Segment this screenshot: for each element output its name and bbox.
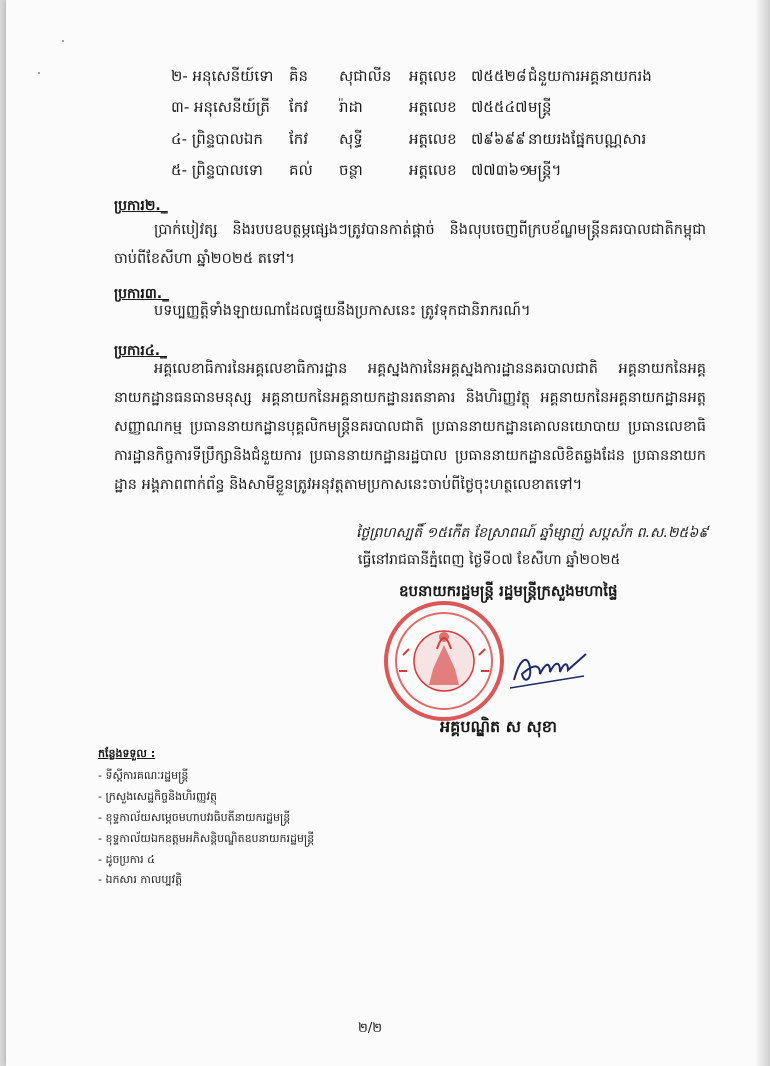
rank: ៥- ព្រិន្ទបាលទោ	[171, 161, 263, 179]
id-label: អត្តលេខ	[409, 161, 457, 179]
official-seal	[379, 597, 509, 725]
article-3-title: ប្រការ៣._	[114, 286, 170, 302]
document-page	[6, 0, 756, 1066]
id-number: ៧៩៦៩៩	[471, 130, 526, 148]
position: មន្ត្រី	[528, 98, 552, 116]
family-name: កែវ	[289, 130, 309, 148]
recipient-item: - ខុទ្ទកាល័យសម្តេចមហាបវរធិបតីនាយករដ្ឋមន្ត្រី	[98, 811, 291, 824]
lunar-date: ថ្ងៃព្រហស្បតិ៍ ១៥កើត ខែស្រាពណ៍ ឆ្នាំម្សាញ់ សប្តស័ក ព.ស.២៥៦៩	[356, 525, 709, 541]
signatory-title: ឧបនាយករដ្ឋមន្ត្រី រដ្ឋមន្ត្រីក្រសួងមហាផ្ទៃ	[399, 582, 618, 600]
id-number: ៧៥៥៤៧	[471, 98, 528, 116]
recipient-item: - ដូចប្រការ ៤	[98, 853, 155, 866]
article-2-body: ប្រាក់បៀវត្ស និងរបបឧបត្ថម្ភផ្សេងៗត្រូវបានកាត់ផ្តាច់ និងលុបចេញពីក្របខ័ណ្ឌមន្ត្រីនគរបាលជាតិកម្ពុជា ចាប់ពីខែសីហា ឆ្នាំ២០២៥ តទៅ។	[114, 222, 706, 267]
article-3-body: បទប្បញ្ញត្តិទាំងឡាយណាដែលផ្ទុយនឹងប្រកាសនេះ ត្រូវទុកជានិរាករណ៍។	[154, 303, 531, 319]
family-name: គល់	[289, 161, 313, 179]
family-name: គិន	[289, 67, 309, 85]
given-name: សុទ្ធី	[339, 130, 363, 148]
recipient-item: - ឯកសារ កាលប្បវត្តិ	[98, 873, 183, 886]
article-2-title: ប្រការ២._	[114, 198, 168, 214]
rank: ៣- អនុសេនីយ៍ត្រី	[171, 98, 270, 116]
handwritten-signature	[506, 640, 596, 700]
id-number: ៧៥៥២៨	[471, 67, 527, 85]
recipient-item: - ទីស្តីការគណៈរដ្ឋមន្ត្រី	[98, 769, 189, 782]
given-name: ចន្ថា	[339, 161, 363, 179]
recipients-title: កន្លែងទទួល :	[98, 747, 156, 760]
given-name: រ៉ាដា	[339, 98, 363, 116]
scan-edge	[756, 0, 770, 1066]
scan-speck	[62, 40, 64, 42]
id-label: អត្តលេខ	[409, 130, 457, 148]
family-name: កែវ	[289, 98, 309, 116]
id-label: អត្តលេខ	[409, 98, 457, 116]
position: មន្ត្រី។	[528, 161, 562, 179]
id-number: ៧៧៣៦១	[471, 161, 531, 179]
id-label: អត្តលេខ	[409, 67, 457, 85]
place-date: ធ្វើនៅរាជធានីភ្នំពេញ ថ្ងៃទី០៧ ខែសីហា ឆ្នាំ២០២៥	[358, 552, 621, 568]
article-4-body: អគ្គលេខាធិការនៃអគ្គលេខាធិការដ្ឋាន អគ្គស្នងការនៃអគ្គស្នងការដ្ឋាននគរបាលជាតិ អគ្គនាយកនៃអគ្គនាយកដ្ឋានធនធានមនុស្ស អគ្គនាយកនៃអគ្គនាយកដ្ឋានរតនាគារ និងហិរញ្ញវត្ថុ អគ្គនាយកនៃអគ្គនាយកដ្ឋានអត្តសញ្ញាណកម្ម ប្រធាននាយកដ្ឋានបុគ្គលិកមន្ត្រីនគរបាលជាតិ ប្រធាននាយកដ្ឋានគោលនយោបាយ ប្រធានលេខាធិការដ្ឋានកិច្ចការទីប្រឹក្សានិងជំនួយការ ប្រធាននាយកដ្ឋានរដ្ឋបាល ប្រធាននាយកដ្ឋានលិខិតឆ្លងដែន ប្រធាននាយកដ្ឋាន អង្គភាពពាក់ព័ន្ធ និងសាមីខ្លួនត្រូវអនុវត្តតាមប្រកាសនេះចាប់ពីថ្ងៃចុះហត្ថលេខាតទៅ។	[114, 361, 706, 493]
rank: ២- អនុសេនីយ៍ទោ	[171, 67, 274, 85]
page-number: ២/២	[358, 1021, 383, 1036]
position: ជំនួយការអគ្គនាយករង	[528, 67, 652, 85]
article-4-title: ប្រការ៤._	[114, 343, 168, 359]
recipient-item: - ខុទ្ទកាល័យឯកឧត្តមអភិសន្តិបណ្ឌិតឧបនាយករដ្ឋមន្ត្រី	[98, 832, 315, 845]
rank: ៤- ព្រិន្ទបាលឯក	[171, 130, 263, 148]
recipient-item: - ក្រសួងសេដ្ឋកិច្ចនិងហិរញ្ញវត្ថុ	[98, 790, 217, 803]
given-name: សុជាលីន	[339, 67, 392, 85]
scan-speck	[38, 72, 40, 74]
signatory-name: អគ្គបណ្ឌិត ស សុខា	[440, 717, 557, 736]
position: នាយរងផ្នែកបណ្ណសារ	[528, 130, 647, 148]
